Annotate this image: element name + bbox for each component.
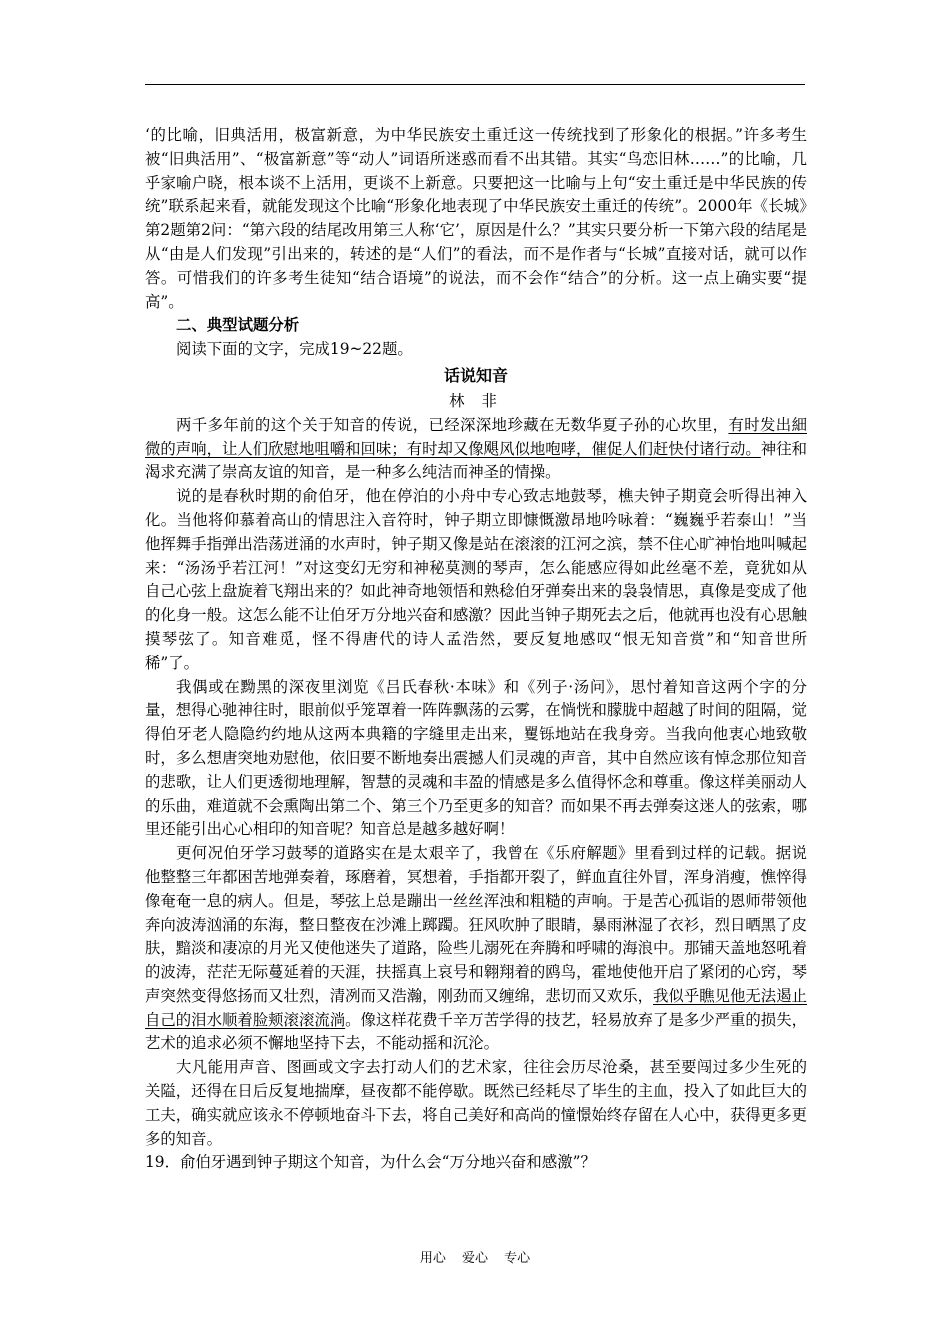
footer-word-2: 爱心 — [461, 1251, 488, 1266]
article-paragraph-1 — [145, 414, 807, 485]
header-rule — [145, 84, 805, 85]
article-paragraph-5: 大凡能用声音、图画或文字去打动人们的艺术家，往往会历尽沧桑，甚至要闯过多少生死的关隘，还得在日后反复地揣摩，昼夜都不能停歇。既然已经耗尽了毕生的主血，投入了如此巨大的工夫，确实就应该永不停顿地奋斗下去，将自己美好和高尚的憧憬始终存留在人心中，获得更多更多的知音。 — [145, 1058, 807, 1148]
article-paragraph-2: 说的是春秋时期的俞伯牙，他在停泊的小舟中专心致志地鼓琴，樵夫钟子期竟会听得出神入化。当他将仰慕着高山的情思注入音符时，钟子期立即慷慨激昂地吟咏着：“巍巍乎若泰山！”当他挥舞手指弹出浩荡迸涌的水声时，钟子期又像是站在滚滚的江河之滨，禁不住心旷神怡地叫喊起来：“汤汤乎若江河！”对这变幻无穷和神秘莫测的琴声，怎么能感应得如此丝毫不差，竟犹如从自己心弦上盘旋着飞翔出来的？如此神奇地领悟和熟稔伯牙弹奏出来的袅袅情思，真像是变成了他的化身一般。这怎么能不让伯牙万分地兴奋和感激？因此当钟子期死去之后，他就再也没有心思触摸琴弦了。知音难觅，怪不得唐代的诗人孟浩然，要反复地感叹“恨无知音赏”和“知音世所稀”了。 — [145, 487, 807, 672]
paragraph-1-text-end: 神往和渴求充满了崇高友谊的知音，是一种多么纯洁而神圣的情操。 — [145, 439, 807, 482]
article-paragraph-3: 我偶或在黝黑的深夜里浏览《吕氏春秋·本味》和《列子·汤问》，思忖着知音这两个字的分量，想得心驰神往时，眼前似乎笼罩着一阵阵飘荡的云雾，在惝恍和朦胧中超越了时间的阻隔，觉得伯牙老人隐隐约约地从这两本典籍的字缝里走出来，矍铄地站在我身旁。当我向他衷心地致敬时，多么想唐突地劝慰他，依旧要不断地奏出震撼人们灵魂的声音，其中自然应该有悼念那位知音的悲歌，让人们更透彻地理解，智慧的灵魂和丰盈的情感是多么值得怀念和尊重。像这样美丽动人的乐曲，难道就不会熏陶出第二个、第三个乃至更多的知音？而如果不再去弹奏这迷人的弦索，哪里还能引出心心相印的知音呢？知音总是越多越好啊！ — [145, 677, 807, 839]
footer-word-1: 用心 — [419, 1251, 446, 1266]
paragraph-4-text-end: 。像这样花费千辛万苦学得的技艺，轻易放弃了是多少严重的损失，艺术的追求必须不懈地坚持下去，不能动摇和沉沦。 — [145, 1010, 807, 1053]
page-footer — [0, 1247, 950, 1266]
question-19: 19．俞伯牙遇到钟子期这个知音，为什么会“万分地兴奋和感激”？ — [145, 1153, 596, 1172]
underlined-sentence-1: 有时发出細微的声响，让人们欣慰地咀嚼和回味；有时却又像飓风似地咆哮，催促人们赶快付诸行动。 — [145, 415, 807, 458]
page-content — [145, 124, 807, 1175]
intro-paragraph: ‘的比喻，旧典活用，极富新意，为中华民族安土重迁这一传统找到了形象化的根据。”许多考生被“旧典活用”、“极富新意”等“动人”词语所迷惑而看不出其错。其实“鸟恋旧林……”的比喻，几乎家喻户晓，根本谈不上活用，更谈不上新意。只要把这一比喻与上句“安土重迁是中华民族的传统”联系起来看，就能发现这个比喻“形象化地表现了中华民族安土重迁的传统”。2000年《长城》第2题第2问：“第六段的结尾改用第三人称‘它’，原因是什么？”其实只要分析一下第六段的结尾是从“由是人们发现”引出来的，转述的是“人们”的看法，而不是作者与“长城”直接对话，就可以作答。可惜我们的许多考生徒知“结合语境”的说法，而不会作“结合”的分析。这一点上确实要“提高”。 — [145, 126, 807, 311]
section-heading: 二、典型试题分析 — [176, 316, 300, 335]
footer-word-3: 专心 — [504, 1251, 531, 1266]
article-author: 林 非 — [449, 391, 503, 410]
reading-instruction: 阅读下面的文字，完成19~22题。 — [176, 340, 413, 359]
article-paragraph-4 — [145, 842, 807, 1056]
article-title: 话说知音 — [443, 365, 508, 385]
paragraph-4-text: 更何况伯牙学习鼓琴的道路实在是太艰辛了，我曾在《乐府解题》里看到过样的记载。据说他整整三年都困苦地弹奏着，琢磨着，冥想着，手指都开裂了，鲜血直往外冒，浑身消瘦，憔悴得像奄奄一息的病人。但是，琴弦上总是蹦出一丝丝浑浊和粗糙的声响。于是苦心孤诣的恩师带领他奔向波涛汹涌的东海，整日整夜在沙滩上踯躅。狂风吹肿了眼睛，暴雨淋湿了衣衫，烈日晒黑了皮肤，黯淡和凄凉的月光又使他迷失了道路，险些儿溺死在奔腾和呼啸的海浪中。那铺天盖地怒吼着的波涛，茫茫无际蔓延着的天涯，扶摇真上哀号和翱翔着的鸥鸟，霍地使他开启了紧闭的心窍，琴声突然变得悠扬而又壮烈，清冽而又浩瀚，刚劲而又缠绵，悲切而又欢乐， — [145, 844, 807, 1005]
underlined-sentence-2: 我似乎瞧见他无法遏止自己的泪水顺着脸颊滚滚流淌 — [145, 986, 807, 1029]
paragraph-1-text: 两千多年前的这个关于知音的传说，已经深深地珍藏在无数华夏子孙的心坎里， — [176, 415, 729, 434]
